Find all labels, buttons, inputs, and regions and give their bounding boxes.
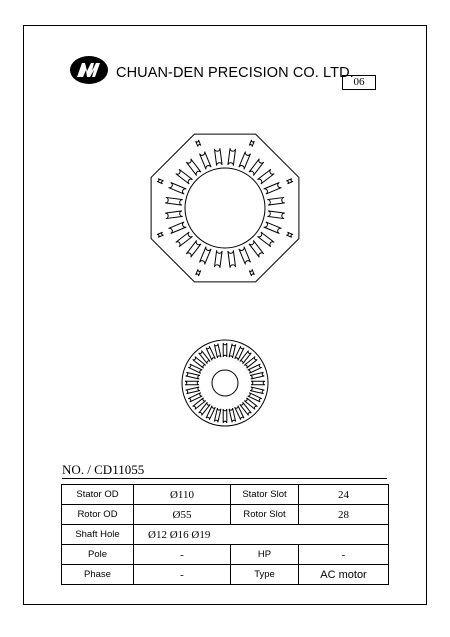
company-name: CHUAN-DEN PRECISION CO. LTD. bbox=[116, 65, 354, 81]
phase-value: - bbox=[134, 565, 231, 585]
table-row bbox=[62, 545, 389, 565]
stator-slot bbox=[264, 222, 282, 234]
pole-value: - bbox=[134, 545, 231, 565]
type-value: AC motor bbox=[299, 565, 389, 585]
stator-slot bbox=[186, 240, 201, 257]
stator-mounting-slot bbox=[157, 232, 164, 237]
stator-slot bbox=[176, 169, 193, 184]
rotor-slot bbox=[186, 387, 200, 394]
stator-slot bbox=[186, 159, 201, 176]
rotor-slot bbox=[214, 344, 221, 358]
rotor-shaft-hole bbox=[212, 370, 238, 396]
rotor-slot bbox=[251, 381, 265, 385]
type-label: Type bbox=[231, 565, 299, 585]
hp-label: HP bbox=[231, 545, 299, 565]
stator-mounting-slot bbox=[196, 140, 201, 147]
rotor-slot bbox=[223, 409, 227, 423]
stator-slot bbox=[200, 152, 212, 170]
stator-slot bbox=[239, 247, 251, 265]
stator-bore bbox=[185, 168, 265, 248]
stator-slot bbox=[267, 197, 285, 205]
stator-slot bbox=[257, 169, 274, 184]
stator-lamination-drawing bbox=[151, 134, 299, 282]
stator-slot bbox=[214, 250, 222, 268]
stator-outline bbox=[151, 134, 299, 282]
rotor-slot-value: 28 bbox=[299, 505, 389, 525]
stator-slot bbox=[249, 240, 264, 257]
stator-mounting-slot bbox=[249, 269, 254, 276]
specification-table bbox=[61, 484, 389, 585]
rotor-lamination-drawing bbox=[182, 340, 268, 426]
rotor-od-label: Rotor OD bbox=[62, 505, 134, 525]
stator-mounting-slot bbox=[249, 140, 254, 147]
stator-slot bbox=[257, 232, 274, 247]
rotor-slot bbox=[214, 408, 221, 422]
stator-slot bbox=[176, 232, 193, 247]
stator-od-value: Ø110 bbox=[134, 485, 231, 505]
page-number: 06 bbox=[342, 75, 376, 90]
stator-mounting-slot bbox=[196, 269, 201, 276]
stator-mounting-slot bbox=[286, 179, 293, 184]
stator-slot bbox=[239, 152, 251, 170]
pole-label: Pole bbox=[62, 545, 134, 565]
stator-slot bbox=[228, 250, 236, 268]
shaft-hole-value: Ø12 Ø16 Ø19 bbox=[134, 525, 389, 545]
stator-slot bbox=[267, 211, 285, 219]
stator-slot-label: Stator Slot bbox=[231, 485, 299, 505]
rotor-od-value: Ø55 bbox=[134, 505, 231, 525]
rotor-slot-label: Rotor Slot bbox=[231, 505, 299, 525]
hp-value: - bbox=[299, 545, 389, 565]
stator-slot-value: 24 bbox=[299, 485, 389, 505]
stator-mounting-slot bbox=[157, 179, 164, 184]
stator-slot bbox=[169, 183, 187, 195]
rotor-slot bbox=[250, 372, 264, 379]
table-row bbox=[62, 505, 389, 525]
stator-mounting-slot bbox=[286, 232, 293, 237]
document-number: NO. / CD11055 bbox=[62, 462, 145, 477]
rotor-slot bbox=[250, 387, 264, 394]
rotor-slot bbox=[186, 372, 200, 379]
stator-slot bbox=[214, 148, 222, 166]
phase-label: Phase bbox=[62, 565, 134, 585]
rotor-slot bbox=[229, 344, 236, 358]
rotor-slot bbox=[223, 343, 227, 357]
stator-slot bbox=[165, 211, 183, 219]
document-number-underline bbox=[62, 478, 387, 479]
table-row bbox=[62, 565, 389, 585]
rotor-slot bbox=[185, 381, 199, 385]
rotor-slot bbox=[229, 408, 236, 422]
stator-slot bbox=[165, 197, 183, 205]
stator-slot bbox=[264, 183, 282, 195]
stator-slot bbox=[249, 159, 264, 176]
stator-slot bbox=[169, 222, 187, 234]
stator-od-label: Stator OD bbox=[62, 485, 134, 505]
table-row bbox=[62, 485, 389, 505]
rotor-outline bbox=[182, 340, 268, 426]
table-row bbox=[62, 525, 389, 545]
stator-slot bbox=[200, 247, 212, 265]
stator-slot bbox=[228, 148, 236, 166]
shaft-hole-label: Shaft Hole bbox=[62, 525, 134, 545]
